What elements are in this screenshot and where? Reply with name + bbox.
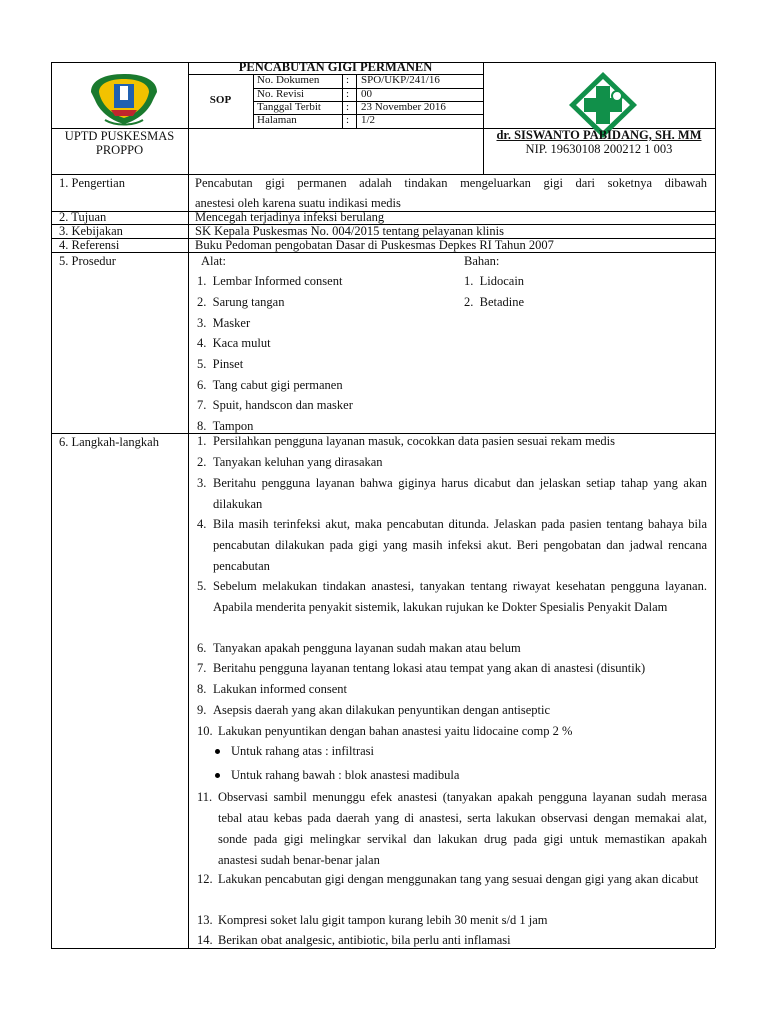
referensi-text: Buku Pedoman pengobatan Dasar di Puskesmas Depkes RI Tahun 2007 (195, 238, 554, 252)
org-name: UPTD PUSKESMAS (64, 129, 175, 143)
step-item: 3. Beritahu pengguna layanan bahwa giginya harus dicabut dan jelaskan setiap tahap yang akan dilakukan (197, 476, 707, 511)
tujuan-text: Mencegah terjadinya infeksi berulang (195, 210, 385, 224)
step-item: 4. Bila masih terinfeksi akut, maka pencabutan ditunda. Jelaskan pada pasien tentang bahaya bila pencabutan dilakukan pada gigi yang masih infeksi akut. Beri pengobatan dan jadwal rencana pencabutan (197, 517, 707, 573)
meta-value: SPO/UKP/241/16 (361, 74, 440, 86)
bullet-dot (215, 749, 220, 754)
meta-value: 23 November 2016 (361, 101, 446, 113)
step-item: 5. Sebelum melakukan tindakan anastesi, tanyakan tentang riwayat kesehatan pengguna layanan. Apabila menderita penyakit sistemik, lakukan rujukan ke Dokter Spesialis Penyakit Dalam (197, 579, 707, 614)
meta-separator: : (346, 88, 350, 100)
list-item: 1. Lembar Informed consent (197, 274, 343, 288)
list-item: 4. Kaca mulut (197, 336, 271, 350)
meta-separator: : (346, 74, 350, 86)
bullet-dot (215, 773, 220, 778)
pengertian-text: anestesi oleh karena suatu indikasi medis (195, 196, 401, 210)
row-label-kebijakan: 3. Kebijakan (59, 224, 123, 238)
step-item: 11. Observasi sambil menunggu efek anastesi (tanyakan apakah pengguna layanan sudah merasa tebal atau kebas pada daerah yang di anastesi, serta lakukan observasi dengan memakai alat, sonde pada gigi melingkar servikal dan lakukan drug pada gigi untuk memastikan apakah anastesi sudah benar-benar jalan (197, 790, 707, 867)
row-label-prosedur: 5. Prosedur (59, 254, 116, 268)
meta-separator: : (346, 101, 350, 113)
list-item: 8. Tampon (197, 419, 254, 433)
list-item: 2. Sarung tangan (197, 295, 285, 309)
step-item: 10. Lakukan penyuntikan dengan bahan anastesi yaitu lidocaine comp 2 % (197, 724, 573, 738)
list-item: 6. Tang cabut gigi permanen (197, 378, 343, 392)
step-item: 13. Kompresi soket lalu gigit tampon kurang lebih 30 menit s/d 1 jam (197, 913, 548, 927)
step-item: 2. Tanyakan keluhan yang dirasakan (197, 455, 383, 469)
meta-value: 00 (361, 88, 372, 100)
step-item: 6. Tanyakan apakah pengguna layanan sudah makan atau belum (197, 641, 521, 655)
table-border (715, 62, 716, 948)
step-item: 1. Persilahkan pengguna layanan masuk, cocokkan data pasien sesuai rekam medis (197, 434, 615, 448)
list-item: 2. Betadine (464, 295, 525, 309)
alat-heading: Alat: (201, 254, 226, 268)
list-item: 5. Pinset (197, 357, 244, 371)
table-border (51, 62, 52, 948)
list-item: 7. Spuit, handscon dan masker (197, 398, 353, 412)
kebijakan-text: SK Kepala Puskesmas No. 004/2015 tentang pelayanan klinis (195, 224, 504, 238)
official-nip: NIP. 19630108 200212 1 003 (525, 142, 673, 156)
header-divider (483, 62, 484, 174)
official-name: dr. SISWANTO PABIDANG, SH. MM (496, 128, 702, 142)
step-item: 9. Asepsis daerah yang akan dilakukan penyuntikan dengan antiseptic (197, 703, 551, 717)
meta-label: Tanggal Terbit (257, 101, 321, 113)
step-item: 8. Lakukan informed consent (197, 682, 347, 696)
meta-label: Halaman (257, 114, 297, 126)
list-item: 3. Masker (197, 316, 251, 330)
sop-document (51, 62, 715, 948)
bullet-item: Untuk rahang atas : infiltrasi (215, 741, 374, 762)
bullet-item: Untuk rahang bawah : blok anastesi madibula (215, 765, 459, 786)
row-label-langkah: 6. Langkah-langkah (59, 435, 159, 449)
step-item: 12. Lakukan pencabutan gigi dengan menggunakan tang yang sesuai dengan gigi yang akan dicabut (197, 872, 699, 886)
label-column-divider (188, 174, 189, 948)
row-label-pengertian: 1. Pengertian (59, 176, 125, 190)
row-label-referensi: 4. Referensi (59, 238, 120, 252)
sop-label: SOP (209, 94, 232, 106)
row-label-tujuan: 2. Tujuan (59, 210, 107, 224)
bahan-heading: Bahan: (464, 254, 500, 268)
step-item: 7. Beritahu pengguna layanan tentang lokasi atau tempat yang akan di anastesi (disuntik) (197, 661, 646, 675)
kabupaten-emblem-icon (87, 70, 161, 126)
meta-label: No. Dokumen (257, 74, 320, 86)
meta-label: No. Revisi (257, 88, 305, 100)
meta-value: 1/2 (361, 114, 376, 126)
list-item: 1. Lidocain (464, 274, 525, 288)
meta-separator: : (346, 114, 350, 126)
org-location: PROPPO (95, 143, 144, 157)
pengertian-text: Pencabutan gigi permanen adalah tindakan mengeluarkan gigi dari soketnya dibawah (195, 176, 707, 190)
document-title: PENCABUTAN GIGI PERMANEN (238, 60, 433, 74)
step-item: 14. Berikan obat analgesic, antibiotic, bila perlu anti inflamasi (197, 933, 511, 947)
header-divider (188, 62, 189, 174)
